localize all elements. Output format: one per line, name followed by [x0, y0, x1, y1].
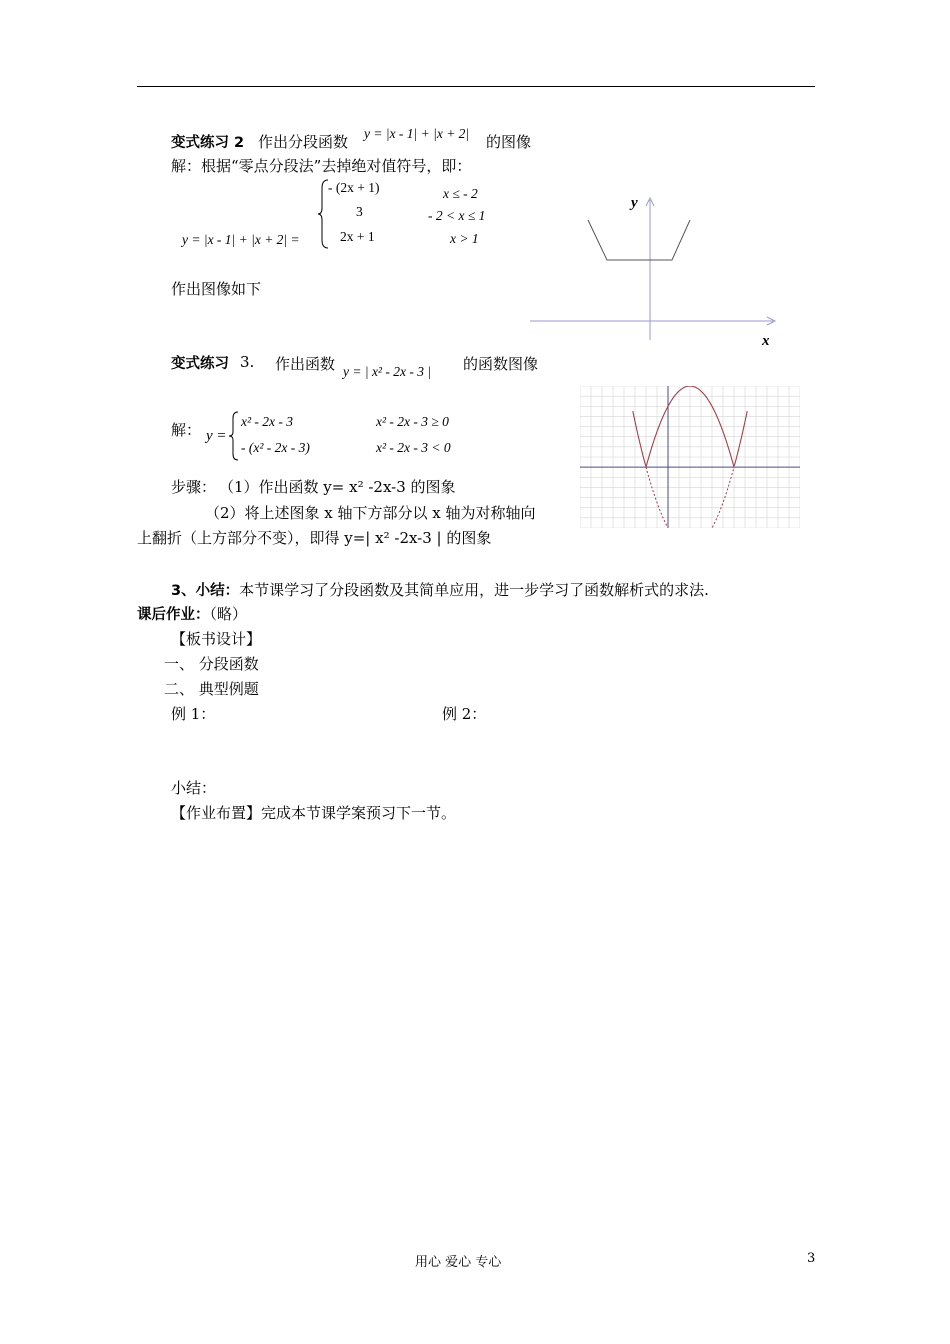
ex2-lhs: y = |x - 1| + |x + 2| =: [182, 232, 300, 247]
ex3-y: y =: [206, 428, 227, 444]
homework-text: （略）: [209, 605, 248, 623]
ex3-sol-label: 解：: [171, 421, 202, 439]
ex3-title: 变式练习: [171, 356, 229, 372]
ex2-case3-cond: x > 1: [450, 231, 479, 246]
summary-text: 本节课学习了分段函数及其简单应用，进一步学习了函数解析式的求法.: [239, 581, 709, 599]
board-assignment: 【作业布置】完成本节课学案预习下一节。: [171, 804, 457, 822]
board-ex1: 例 1：: [171, 705, 216, 723]
ex3-intro: 作出函数: [275, 355, 336, 373]
ex3-brace: [228, 410, 240, 462]
header-rule: [137, 86, 815, 87]
ex2-intro: 作出分段函数: [258, 133, 349, 151]
ex2-case1-cond: x ≤ - 2: [443, 186, 478, 201]
ex2-title: 变式练习 2: [171, 135, 245, 151]
ex2-graph-x-label: x: [762, 333, 770, 349]
footer-center: 用心 爱心 专心: [415, 1255, 502, 1270]
ex3-step-label: 步骤：: [171, 478, 217, 496]
ex3-formula: y = | x² - 2x - 3 |: [343, 364, 432, 379]
ex3-num: 3.: [240, 353, 255, 371]
ex2-draw-text: 作出图像如下: [171, 280, 262, 298]
ex2-tail: 的图像: [486, 133, 532, 151]
ex2-case3-expr: 2x + 1: [340, 229, 375, 244]
board-item2: 二、 典型例题: [164, 680, 259, 698]
page-number: 3: [807, 1251, 816, 1266]
ex3-case2-cond: x² - 2x - 3 < 0: [376, 440, 451, 455]
homework-label: 课后作业：: [137, 607, 210, 623]
ex3-step1: （1）作出函数 y= x² -2x-3 的图象: [219, 478, 456, 496]
ex3-parabola-chart: [580, 386, 800, 528]
ex2-formula: y = |x - 1| + |x + 2|: [364, 126, 470, 141]
ex2-case2-expr: 3: [356, 204, 363, 219]
summary-label: 3、小结：: [171, 583, 240, 599]
board-ex2: 例 2：: [442, 705, 487, 723]
ex2-case1-expr: - (2x + 1): [328, 180, 380, 195]
ex2-graph-y-label: y: [631, 195, 638, 211]
ex3-step2a: （2）将上述图象 x 轴下方部分以 x 轴为对称轴向: [205, 504, 536, 522]
board-item1: 一、 分段函数: [164, 655, 259, 673]
homework-line: [137, 603, 247, 624]
ex2-graph: [525, 190, 785, 355]
ex3-case2-expr: - (x² - 2x - 3): [241, 440, 310, 455]
board-summary: 小结：: [171, 779, 217, 797]
ex3-tail: 的函数图像: [463, 355, 539, 373]
ex2-solution: 解：根据“零点分段法”去掉绝对值符号，即：: [171, 157, 472, 175]
ex3-case1-cond: x² - 2x - 3 ≥ 0: [376, 414, 449, 429]
board-heading: 【板书设计】: [171, 630, 262, 648]
ex2-case2-cond: - 2 < x ≤ 1: [428, 208, 486, 223]
ex3-case1-expr: x² - 2x - 3: [241, 414, 294, 429]
ex3-step2b: 上翻折（上方部分不变），即得 y=| x² -2x-3 | 的图象: [137, 529, 492, 547]
summary-line: [171, 579, 709, 600]
